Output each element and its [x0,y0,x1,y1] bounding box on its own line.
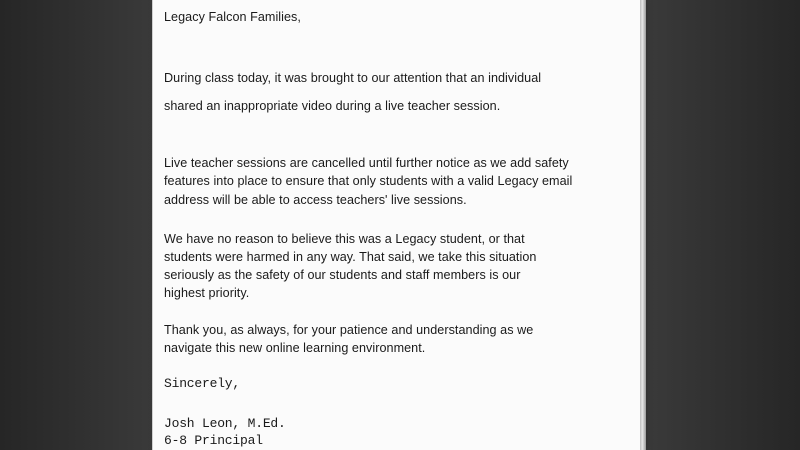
paragraph-1-line-1: During class today, it was brought to our attention that an individual [164,71,542,85]
paragraph-3-line-1: We have no reason to believe this was a Legacy student, or that [164,232,525,246]
letter-page [153,0,640,450]
page-edge [640,0,646,450]
greeting: Legacy Falcon Families, [164,10,301,24]
paragraph-2-line-1: Live teacher sessions are cancelled until further notice as we add safety [164,156,569,170]
paragraph-1-line-2: shared an inappropriate video during a live teacher session. [164,99,501,113]
signature-name: Josh Leon, M.Ed. [164,416,286,431]
paragraph-3-line-2: students were harmed in any way. That said, we take this situation [164,250,537,264]
closing: Sincerely, [164,376,241,391]
paragraph-2-line-3: address will be able to access teachers' live sessions. [164,193,467,207]
paragraph-3-line-3: seriously as the safety of our students and staff members is our [164,268,521,282]
paragraph-3-line-4: highest priority. [164,286,250,300]
paragraph-2-line-2: features into place to ensure that only students with a valid Legacy email [164,174,573,188]
paragraph-4-line-2: navigate this new online learning environment. [164,341,426,355]
signature-title: 6-8 Principal [164,433,263,448]
paragraph-4-line-1: Thank you, as always, for your patience and understanding as we [164,323,534,337]
